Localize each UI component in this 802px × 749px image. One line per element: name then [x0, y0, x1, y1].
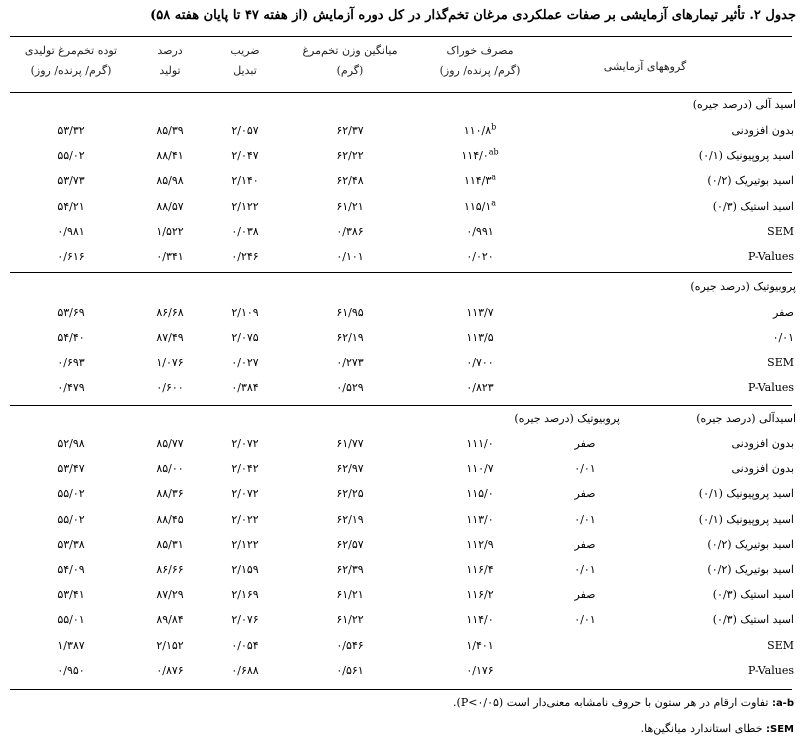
cell-egg-weight: ۰/۵۴۶	[336, 638, 364, 652]
header-feed-1: مصرف خوراک	[446, 44, 514, 57]
header-fcr-1: ضریب	[230, 44, 260, 57]
row-label: بدون افزودنی	[731, 437, 794, 450]
header-rule	[10, 92, 792, 93]
cell-production: ۸۵/۰۰	[156, 462, 184, 476]
header-egg-weight-2: (گرم)	[336, 64, 364, 77]
cell-production: ۰/۶۰۰	[156, 381, 184, 394]
header-groups: گروههای آزمایشی	[603, 60, 687, 73]
row-probiotic-level: ۰/۰۱	[574, 462, 596, 476]
row-probiotic-level: صفر	[574, 487, 596, 501]
cell-fcr: ۲/۱۰۹	[231, 306, 259, 319]
cell-egg-mass: ۵۵/۰۱	[57, 613, 85, 627]
cell-egg-mass: ۵۴/۴۰	[57, 331, 85, 344]
cell-feed: ۰/۷۰۰	[466, 356, 494, 369]
row-label: اسید بوتیریک (۰/۲)	[707, 174, 794, 188]
cell-egg-weight: ۶۲/۱۹	[336, 512, 364, 526]
header-production-1: درصد	[157, 44, 183, 57]
cell-feed	[420, 124, 540, 138]
significance-letter: a	[491, 197, 497, 207]
row-label: اسید پروپیونیک (۰/۱)	[698, 487, 794, 501]
cell-fcr: ۲/۰۷۲	[231, 437, 259, 450]
row-label: اسید بوتیریک (۰/۲)	[707, 563, 794, 576]
cell-egg-mass: ۰/۹۸۱	[57, 224, 85, 238]
footnote-ab-key: a-b:	[771, 698, 794, 709]
cell-fcr: ۲/۱۶۹	[231, 588, 259, 602]
cell-egg-weight: ۶۲/۹۷	[336, 462, 364, 476]
cell-fcr: ۲/۰۷۵	[231, 331, 259, 344]
cell-fcr: ۰/۳۸۴	[231, 381, 259, 394]
cell-feed: ۱۱۳/۰	[466, 512, 494, 526]
cell-egg-mass: ۱/۳۸۷	[57, 638, 85, 652]
row-probiotic-level: ۰/۰۱	[574, 512, 596, 526]
bottom-rule	[10, 689, 792, 690]
section-interaction-acid-title: اسیدآلی (درصد جیره)	[696, 412, 796, 425]
table-title: جدول ۲. تأثیر تیمارهای آزمایشی بر صفات عملکردی مرغان تخم‌گذار در کل دوره آزمایش (از هفته ۴۷ تا پایان هفته ۵۸)	[150, 8, 796, 23]
cell-feed: ۱۱۳/۷	[466, 306, 494, 319]
section2-rule	[10, 405, 792, 406]
cell-egg-weight: ۶۲/۱۹	[336, 331, 364, 344]
row-label: اسید بوتیریک (۰/۲)	[707, 537, 794, 551]
row-label: P-Values	[748, 381, 794, 394]
cell-feed: ۱۱۵/۰	[466, 487, 494, 501]
cell-production: ۸۵/۹۸	[156, 174, 184, 188]
header-egg-mass-1: توده تخم‌مرغ تولیدی	[24, 44, 118, 57]
cell-fcr: ۲/۰۴۲	[231, 462, 259, 476]
footnote-sem-text: خطای استاندارد میانگین‌ها.	[640, 722, 763, 735]
cell-feed: ۱۱۶/۴	[466, 563, 494, 576]
cell-egg-weight: ۶۱/۹۵	[336, 306, 364, 319]
cell-fcr: ۰/۶۸۸	[231, 663, 259, 677]
cell-production: ۸۸/۳۶	[156, 487, 184, 501]
feed-value: ۱۱۰/۸	[463, 124, 492, 137]
cell-production: ۰/۸۷۶	[156, 663, 184, 677]
header-production-2: تولید	[159, 64, 181, 77]
cell-feed: ۱/۴۰۱	[466, 638, 494, 652]
cell-feed: ۱۱۴/۰	[466, 613, 494, 627]
row-label: اسید پروپیونیک (۰/۱)	[698, 512, 794, 526]
row-probiotic-level: صفر	[574, 537, 596, 551]
cell-production: ۸۸/۵۷	[156, 199, 184, 213]
cell-egg-mass: ۵۲/۹۸	[57, 437, 85, 450]
header-fcr-2: تبدیل	[233, 64, 257, 77]
header-egg-mass-2: (گرم/ پرنده/ روز)	[30, 64, 112, 77]
cell-production: ۸۷/۲۹	[156, 588, 184, 602]
cell-egg-mass: ۵۴/۲۱	[57, 199, 85, 213]
cell-fcr: ۰/۰۵۴	[231, 638, 259, 652]
cell-egg-mass: ۰/۴۷۹	[57, 381, 85, 394]
cell-egg-weight: ۶۲/۳۹	[336, 563, 364, 576]
cell-egg-weight: ۰/۲۷۳	[336, 356, 364, 369]
footnote-ab-text: تفاوت ارقام در هر ستون با حروف نامشابه معنی‌دار است (P<۰/۰۵).	[453, 696, 769, 709]
cell-production: ۸۶/۶۶	[156, 563, 184, 576]
cell-fcr: ۲/۱۲۲	[231, 537, 259, 551]
cell-feed: ۰/۰۲۰	[466, 250, 494, 263]
cell-egg-weight: ۶۱/۲۱	[336, 588, 364, 602]
cell-egg-mass: ۵۵/۰۲	[57, 149, 85, 163]
cell-egg-mass: ۵۴/۰۹	[57, 563, 85, 576]
cell-production: ۱/۵۲۲	[156, 224, 184, 238]
cell-production: ۲/۱۵۲	[156, 638, 184, 652]
row-label: SEM	[767, 356, 794, 369]
cell-egg-mass: ۰/۶۱۶	[57, 250, 85, 263]
footnote-sem	[641, 722, 794, 735]
feed-value: ۱۱۵/۱	[463, 199, 492, 213]
cell-egg-weight: ۰/۳۸۶	[336, 224, 364, 238]
cell-feed	[420, 174, 540, 188]
cell-egg-weight: ۰/۱۰۱	[336, 250, 364, 263]
row-label: P-Values	[748, 663, 794, 677]
cell-egg-weight: ۶۲/۳۷	[336, 124, 364, 137]
cell-fcr: ۰/۰۳۸	[231, 224, 259, 238]
cell-egg-weight: ۰/۵۲۹	[336, 381, 364, 394]
section1-rule	[10, 272, 792, 273]
section-probiotic-title: پروبیوتیک (درصد جیره)	[690, 280, 796, 293]
cell-fcr: ۲/۱۴۰	[231, 174, 259, 188]
cell-egg-weight: ۶۲/۵۷	[336, 537, 364, 551]
cell-egg-weight: ۶۲/۲۲	[336, 149, 364, 163]
significance-letter: a	[491, 172, 497, 182]
cell-egg-mass: ۵۳/۳۸	[57, 537, 85, 551]
cell-production: ۸۵/۷۷	[156, 437, 184, 450]
cell-production: ۱/۰۷۶	[156, 356, 184, 369]
cell-feed: ۱۱۱/۰	[466, 437, 494, 450]
footnote-sem-key: SEM:	[766, 724, 794, 735]
cell-production: ۸۵/۳۱	[156, 537, 184, 551]
cell-production: ۸۵/۳۹	[156, 124, 184, 137]
cell-feed: ۱۱۳/۵	[466, 331, 494, 344]
cell-egg-mass: ۰/۶۹۳	[57, 356, 85, 369]
row-probiotic-level: ۰/۰۱	[574, 613, 596, 627]
row-probiotic-level: صفر	[574, 437, 596, 450]
cell-production: ۰/۳۴۱	[156, 250, 184, 263]
cell-egg-mass: ۵۵/۰۲	[57, 512, 85, 526]
row-label: صفر	[773, 306, 794, 319]
section-interaction-probiotic-title: پروبیوتیک (درصد جیره)	[514, 412, 620, 425]
row-probiotic-level: صفر	[574, 588, 596, 602]
cell-egg-weight: ۶۲/۴۸	[336, 174, 364, 188]
cell-egg-mass: ۵۵/۰۲	[57, 487, 85, 501]
row-label: ۰/۰۱	[772, 331, 794, 344]
cell-feed: ۰/۱۷۶	[466, 663, 494, 677]
cell-egg-mass: ۵۳/۶۹	[57, 306, 85, 319]
cell-egg-weight: ۶۱/۷۷	[336, 437, 364, 450]
cell-feed: ۰/۹۹۱	[466, 224, 494, 238]
feed-value: ۱۱۴/۰	[461, 149, 489, 163]
row-label: اسید استیک (۰/۳)	[712, 199, 794, 213]
significance-letter: ab	[488, 147, 499, 157]
header-feed-2: (گرم/ پرنده/ روز)	[439, 64, 521, 77]
cell-fcr: ۲/۰۴۷	[231, 149, 259, 163]
cell-egg-weight: ۶۱/۲۲	[336, 613, 364, 627]
cell-feed	[420, 149, 540, 163]
row-label: SEM	[767, 224, 794, 238]
row-label: بدون افزودنی	[731, 462, 794, 476]
cell-egg-mass: ۵۳/۷۳	[57, 174, 85, 188]
feed-value: ۱۱۴/۳	[463, 174, 492, 188]
cell-fcr: ۰/۲۴۶	[231, 250, 259, 263]
cell-feed: ۱۱۰/۷	[466, 462, 494, 476]
cell-feed	[420, 197, 540, 214]
section-organic-acid-title: اسید آلی (درصد جیره)	[692, 98, 796, 111]
cell-egg-mass: ۵۳/۴۱	[57, 588, 85, 602]
row-probiotic-level: ۰/۰۱	[574, 563, 596, 576]
cell-fcr: ۲/۰۵۷	[231, 124, 259, 137]
cell-egg-weight: ۶۲/۲۵	[336, 487, 364, 501]
cell-fcr: ۲/۱۵۹	[231, 563, 259, 576]
row-label: SEM	[767, 638, 794, 652]
cell-fcr: ۲/۰۷۶	[231, 613, 259, 627]
cell-production: ۸۸/۴۱	[156, 149, 184, 163]
cell-egg-weight: ۶۱/۲۱	[336, 199, 364, 213]
cell-egg-mass: ۵۳/۳۲	[57, 124, 85, 137]
top-rule	[10, 36, 792, 37]
cell-feed: ۰/۸۲۳	[466, 381, 494, 394]
row-label: اسید استیک (۰/۳)	[712, 588, 794, 602]
cell-feed: ۱۱۶/۲	[466, 588, 494, 602]
row-label: اسید استیک (۰/۳)	[712, 613, 794, 627]
row-label: بدون افزودنی	[731, 124, 794, 137]
cell-egg-mass: ۵۳/۴۷	[57, 462, 85, 476]
row-label: اسید پروپیونیک (۰/۱)	[698, 149, 794, 163]
cell-feed: ۱۱۲/۹	[466, 537, 494, 551]
significance-letter: b	[491, 122, 497, 132]
cell-fcr: ۲/۰۷۲	[231, 487, 259, 501]
cell-fcr: ۲/۱۲۲	[231, 199, 259, 213]
cell-fcr: ۲/۰۲۲	[231, 512, 259, 526]
footnote-ab	[453, 696, 794, 709]
header-egg-weight-1: میانگین وزن تخم‌مرغ	[302, 44, 398, 57]
cell-egg-weight: ۰/۵۶۱	[336, 663, 364, 677]
cell-production: ۸۸/۴۵	[156, 512, 184, 526]
cell-fcr: ۰/۰۲۷	[231, 356, 259, 369]
cell-production: ۸۹/۸۴	[156, 613, 184, 627]
cell-egg-mass: ۰/۹۵۰	[57, 663, 85, 677]
cell-production: ۸۶/۶۸	[156, 306, 184, 319]
row-label: P-Values	[748, 250, 794, 263]
cell-production: ۸۷/۴۹	[156, 331, 184, 344]
